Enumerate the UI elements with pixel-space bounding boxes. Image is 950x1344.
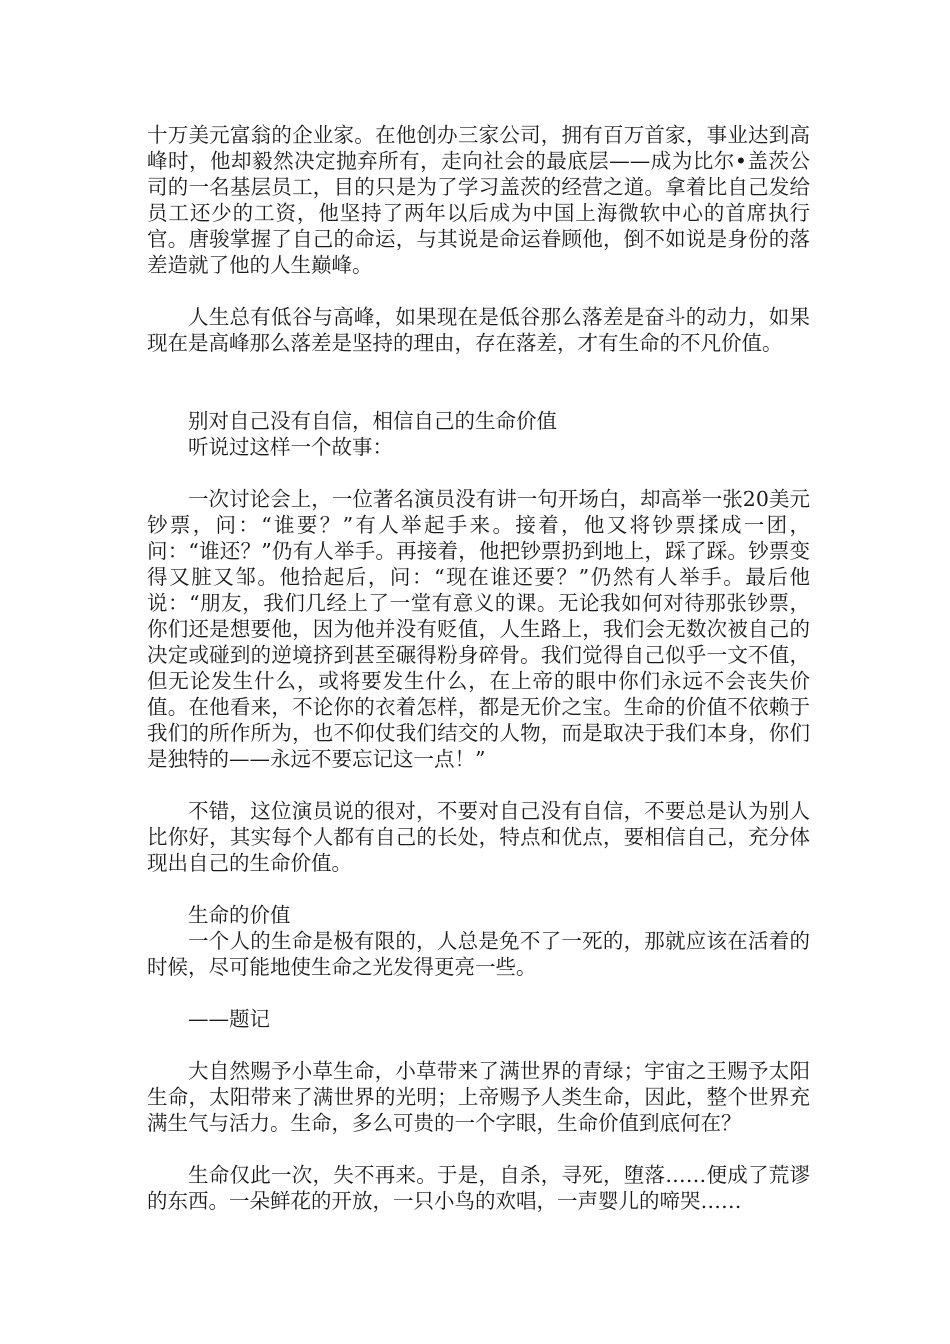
paragraph: 一个人的生命是极有限的，人总是免不了一死的，那就应该在活着的时候，尽可能地使生命之光发得更亮一些。 [147, 929, 810, 979]
blank-line [147, 382, 810, 408]
paragraph: 不错，这位演员说的很对，不要对自己没有自信，不要总是认为别人比你好，其实每个人都有自己的长处，特点和优点，要相信自己，充分体现出自己的生命价值。 [147, 799, 810, 875]
paragraph: 人生总有低谷与高峰，如果现在是低谷那么落差是奋斗的动力，如果现在是高峰那么落差是坚持的理由，存在落差，才有生命的不凡价值。 [147, 305, 810, 355]
paragraph: 十万美元富翁的企业家。在他创办三家公司，拥有百万首家，事业达到高峰时，他却毅然决定抛弃所有，走向社会的最底层——成为比尔•盖茨公司的一名基层员工，目的只是为了学习盖茨的经营之道。拿着比自己发给员工还少的工资，他坚持了两年以后成为中国上海微软中心的首席执行官。唐骏掌握了自己的命运，与其说是命运眷顾他，倒不如说是身份的落差造就了他的人生巅峰。 [147, 123, 810, 277]
document-body [147, 122, 810, 1240]
section-heading: 别对自己没有自信，相信自己的生命价值 [188, 409, 557, 433]
epigraph-attribution: ——题记 [188, 1007, 270, 1031]
paragraph: 听说过这样一个故事： [188, 435, 393, 459]
paragraph: 生命仅此一次，失不再来。于是，自杀，寻死，堕落……便成了荒谬的东西。一朵鲜花的开放，一只小鸟的欢唱，一声婴儿的啼哭…… [147, 1163, 810, 1213]
section-heading: 生命的价值 [188, 903, 291, 927]
paragraph: 大自然赐予小草生命，小草带来了满世界的青绿；宇宙之王赐予太阳生命，太阳带来了满世界的光明；上帝赐予人类生命，因此，整个世界充满生气与活力。生命，多么可贵的一个字眼，生命价值到底何在？ [147, 1059, 810, 1135]
paragraph: 一次讨论会上，一位著名演员没有讲一句开场白，却高举一张20美元钞票，问：“谁要？”有人举起手来。接着，他又将钞票揉成一团，问：“谁还？”仍有人举手。再接着，他把钞票扔到地上，踩了踩。钞票变得又脏又邹。他拾起后，问：“现在谁还要？”仍然有人举手。最后他说：“朋友，我们几经上了一堂有意义的课。无论我如何对待那张钞票，你们还是想要他，因为他并没有贬值，人生路上，我们会无数次被自己的决定或碰到的逆境挤到甚至碾得粉身碎骨。我们觉得自己似乎一文不值，但无论发生什么，或将要发生什么，在上帝的眼中你们永远不会丧失价值。在他看来，不论你的衣着怎样，都是无价之宝。生命的价值不依赖于我们的所作所为，也不仰仗我们结交的人物，而是取决于我们本身，你们是独特的——永远不要忘记这一点！” [147, 487, 810, 771]
